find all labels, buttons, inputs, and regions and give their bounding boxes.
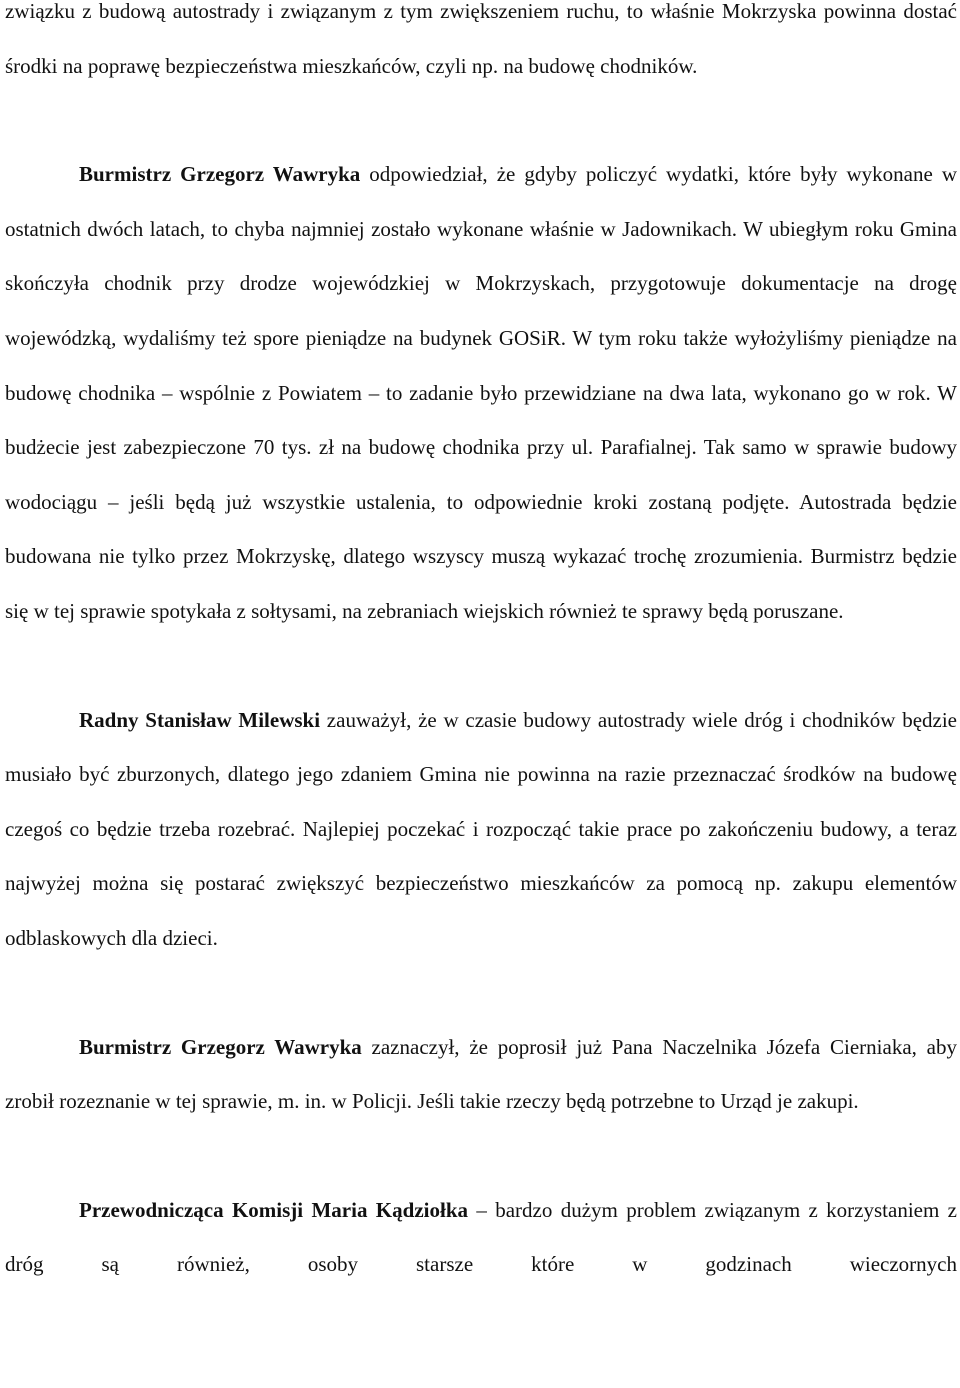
paragraph-text: zauważył, że w czasie budowy autostrady wiele dróg i chodników będzie musiało być zburzonych, dlatego jego zdaniem Gmina nie powinna na razie przeznaczać środków na budowę czegoś co będzie trzeba rozebrać. Najlepiej poczekać i rozpocząć takie prace po zakończeniu budowy, a teraz najwyżej można się postarać zwiększyć bezpieczeństwo mieszkańców za pomocą np. zakupu elementów odblaskowych dla dzieci. xyxy=(5,707,957,950)
paragraph-text: związku z budową autostrady i związanym z tym zwiększeniem ruchu, to właśnie Mokrzyska powinna dostać środki na poprawę bezpieczeństwa mieszkańców, czyli np. na budowę chodników. xyxy=(5,0,957,78)
speaker-name: Burmistrz Grzegorz Wawryka xyxy=(79,1034,362,1059)
paragraph-text: – bardzo dużym problem związanym z korzystaniem z dróg są również, osoby starsze które w godzinach wieczornych xyxy=(5,1197,957,1277)
speaker-name: Radny Stanisław Milewski xyxy=(79,707,321,732)
paragraph-text: zaznaczył, że poprosił już Pana Naczelnika Józefa Cierniaka, aby zrobił rozeznanie w tej sprawie, m. in. w Policji. Jeśli takie rzeczy będą potrzebne to Urząd je zakupi. xyxy=(5,1034,957,1114)
paragraph-radny-remark xyxy=(5,693,957,966)
speaker-name: Burmistrz Grzegorz Wawryka xyxy=(79,162,361,187)
speaker-name: Przewodnicząca Komisji Maria Kądziołka xyxy=(79,1197,468,1222)
paragraph-burmistrz-note xyxy=(5,1020,957,1129)
paragraph-przewodniczaca-remark xyxy=(5,1183,957,1292)
paragraph-continuation xyxy=(5,0,957,93)
paragraph-burmistrz-response xyxy=(5,147,957,638)
paragraph-text: odpowiedział, że gdyby policzyć wydatki, które były wykonane w ostatnich dwóch latach, to chyba najmniej zostało wykonane właśnie w Jadownikach. W ubiegłym roku Gmina skończyła chodnik przy drodze wojewódzkiej w Mokrzyskach, przygotowuje dokumentacje na drogę wojewódzką, wydaliśmy też spore pieniądze na budynek GOSiR. W tym roku także wyłożyliśmy pieniądze na budowę chodnika – wspólnie z Powiatem – to zadanie było przewidziane na dwa lata, wykonano go w rok. W budżecie jest zabezpieczone 70 tys. zł na budowę chodnika przy ul. Parafialnej. Tak samo w sprawie budowy wodociągu – jeśli będą już wszystkie ustalenia, to odpowiednie kroki zostaną podjęte. Autostrada będzie budowana nie tylko przez Mokrzyskę, dlatego wszyscy muszą wykazać trochę zrozumienia. Burmistrz będzie się w tej sprawie spotykała z sołtysami, na zebraniach wiejskich również te sprawy będą poruszane. xyxy=(5,162,957,623)
